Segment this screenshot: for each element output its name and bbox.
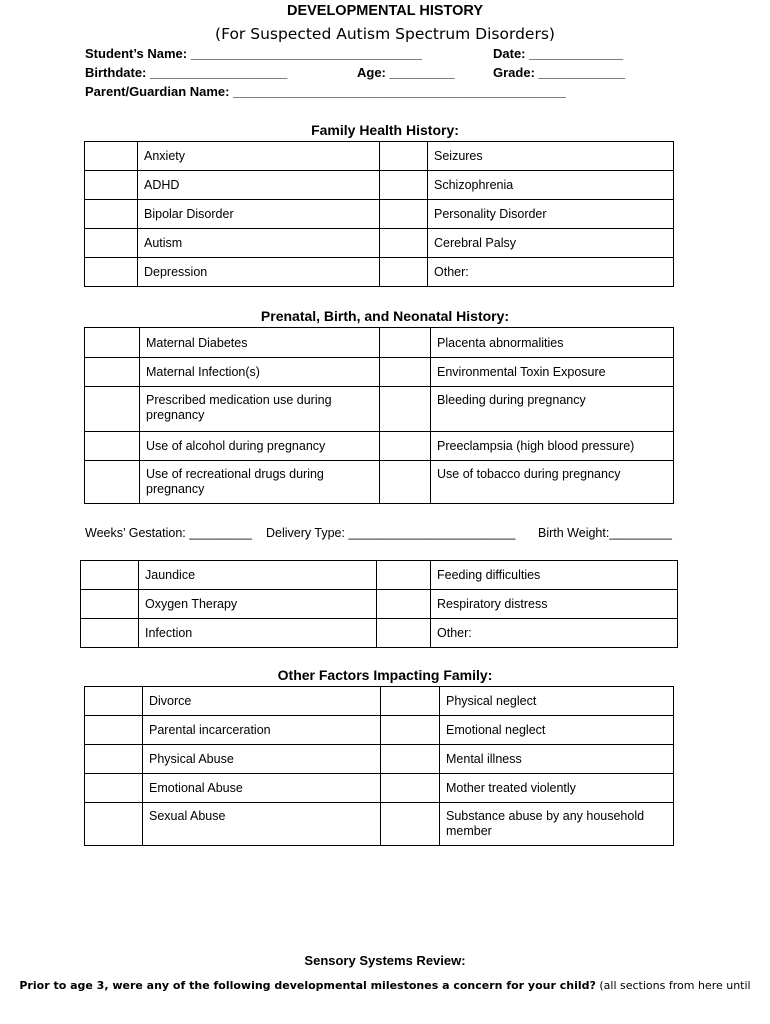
condition-label: Substance abuse by any household member (440, 803, 674, 846)
checkbox-maternal-infection[interactable] (85, 358, 140, 387)
condition-label: Sexual Abuse (143, 803, 381, 846)
checkbox-personality-disorder[interactable] (380, 200, 428, 229)
prenatal-history-heading: Prenatal, Birth, and Neonatal History: (260, 308, 510, 324)
condition-label: Physical neglect (440, 687, 674, 716)
checkbox-cerebral-palsy[interactable] (380, 229, 428, 258)
milestones-question-note: (all sections from here until (595, 979, 751, 992)
table-row (85, 687, 674, 716)
table-row (81, 590, 678, 619)
condition-label: Feeding difficulties (431, 561, 678, 590)
birthdate-field[interactable]: Birthdate: ___________________ (85, 65, 288, 80)
condition-label: Emotional neglect (440, 716, 674, 745)
checkbox-substance-abuse[interactable] (381, 803, 440, 846)
condition-label: Environmental Toxin Exposure (431, 358, 674, 387)
checkbox-mental-illness[interactable] (381, 745, 440, 774)
checkbox-jaundice[interactable] (81, 561, 139, 590)
condition-label: Emotional Abuse (143, 774, 381, 803)
condition-label: Schizophrenia (428, 171, 674, 200)
checkbox-seizures[interactable] (380, 142, 428, 171)
other-factors-heading: Other Factors Impacting Family: (277, 667, 493, 683)
condition-label: Placenta abnormalities (431, 328, 674, 358)
table-row (85, 745, 674, 774)
condition-label: Preeclampsia (high blood pressure) (431, 432, 674, 461)
checkbox-sexual-abuse[interactable] (85, 803, 143, 846)
condition-label: Personality Disorder (428, 200, 674, 229)
sensory-review-heading: Sensory Systems Review: (304, 953, 466, 968)
condition-label: Mother treated violently (440, 774, 674, 803)
checkbox-bleeding[interactable] (380, 387, 431, 432)
checkbox-divorce[interactable] (85, 687, 143, 716)
family-history-heading: Family Health History: (311, 122, 459, 138)
checkbox-bipolar[interactable] (85, 200, 138, 229)
table-row (85, 171, 674, 200)
condition-label: Physical Abuse (143, 745, 381, 774)
birth-weight-field[interactable]: Birth Weight:_________ (538, 526, 672, 540)
condition-label: Use of tobacco during pregnancy (431, 461, 674, 504)
table-row (85, 432, 674, 461)
checkbox-adhd[interactable] (85, 171, 138, 200)
condition-label: Use of alcohol during pregnancy (140, 432, 380, 461)
condition-label: Cerebral Palsy (428, 229, 674, 258)
condition-label: Seizures (428, 142, 674, 171)
table-row (85, 229, 674, 258)
table-row (85, 358, 674, 387)
checkbox-emotional-abuse[interactable] (85, 774, 143, 803)
condition-label: Maternal Diabetes (140, 328, 380, 358)
other-factors-table (84, 686, 674, 846)
table-row (81, 561, 678, 590)
table-row (85, 142, 674, 171)
condition-label: Anxiety (138, 142, 380, 171)
condition-label: Bleeding during pregnancy (431, 387, 674, 432)
checkbox-mother-violence[interactable] (381, 774, 440, 803)
checkbox-recreational-drugs[interactable] (85, 461, 140, 504)
checkbox-physical-neglect[interactable] (381, 687, 440, 716)
table-row (85, 200, 674, 229)
parent-name-field[interactable]: Parent/Guardian Name: ______________________________________________ (85, 84, 566, 99)
prenatal-history-table (84, 327, 674, 504)
checkbox-preeclampsia[interactable] (380, 432, 431, 461)
checkbox-infection[interactable] (81, 619, 139, 648)
table-row (85, 716, 674, 745)
condition-label: Maternal Infection(s) (140, 358, 380, 387)
condition-label: Divorce (143, 687, 381, 716)
condition-label: Other: (431, 619, 678, 648)
weeks-gestation-field[interactable]: Weeks’ Gestation: _________ (85, 526, 252, 540)
table-row (85, 461, 674, 504)
checkbox-oxygen[interactable] (81, 590, 139, 619)
page-title: DEVELOPMENTAL HISTORY (286, 3, 484, 19)
condition-label: Autism (138, 229, 380, 258)
checkbox-feeding[interactable] (377, 561, 431, 590)
checkbox-tobacco[interactable] (380, 461, 431, 504)
condition-label: ADHD (138, 171, 380, 200)
checkbox-placenta[interactable] (380, 328, 431, 358)
page-subtitle: (For Suspected Autism Spectrum Disorders) (215, 25, 555, 43)
checkbox-autism[interactable] (85, 229, 138, 258)
date-field[interactable]: Date: _____________ (493, 46, 624, 61)
table-row (85, 803, 674, 846)
age-field[interactable]: Age: _________ (357, 65, 455, 80)
checkbox-incarceration[interactable] (85, 716, 143, 745)
checkbox-toxin-exposure[interactable] (380, 358, 431, 387)
grade-field[interactable]: Grade: ____________ (493, 65, 626, 80)
table-row (81, 619, 678, 648)
checkbox-emotional-neglect[interactable] (381, 716, 440, 745)
table-row (85, 328, 674, 358)
condition-label: Infection (139, 619, 377, 648)
checkbox-schizophrenia[interactable] (380, 171, 428, 200)
milestones-question-bold: Prior to age 3, were any of the following developmental milestones a concern for your child? (19, 979, 596, 992)
table-row (85, 387, 674, 432)
condition-label: Jaundice (139, 561, 377, 590)
condition-label: Prescribed medication use during pregnancy (140, 387, 380, 432)
table-row (85, 774, 674, 803)
checkbox-alcohol[interactable] (85, 432, 140, 461)
condition-label: Parental incarceration (143, 716, 381, 745)
neonatal-table (80, 560, 678, 648)
student-name-field[interactable]: Student’s Name: ________________________________ (85, 46, 423, 61)
condition-label: Mental illness (440, 745, 674, 774)
condition-label: Other: (428, 258, 674, 287)
checkbox-depression[interactable] (85, 258, 138, 287)
delivery-type-field[interactable]: Delivery Type: ________________________ (266, 526, 516, 540)
table-row (85, 258, 674, 287)
condition-label: Depression (138, 258, 380, 287)
checkbox-family-other[interactable] (380, 258, 428, 287)
condition-label: Bipolar Disorder (138, 200, 380, 229)
checkbox-physical-abuse[interactable] (85, 745, 143, 774)
condition-label: Respiratory distress (431, 590, 678, 619)
checkbox-neonatal-other[interactable] (377, 619, 431, 648)
checkbox-prescribed-medication[interactable] (85, 387, 140, 432)
condition-label: Use of recreational drugs during pregnancy (140, 461, 380, 504)
condition-label: Oxygen Therapy (139, 590, 377, 619)
family-history-table (84, 141, 674, 287)
checkbox-maternal-diabetes[interactable] (85, 328, 140, 358)
checkbox-respiratory[interactable] (377, 590, 431, 619)
milestones-question (0, 979, 770, 992)
checkbox-anxiety[interactable] (85, 142, 138, 171)
